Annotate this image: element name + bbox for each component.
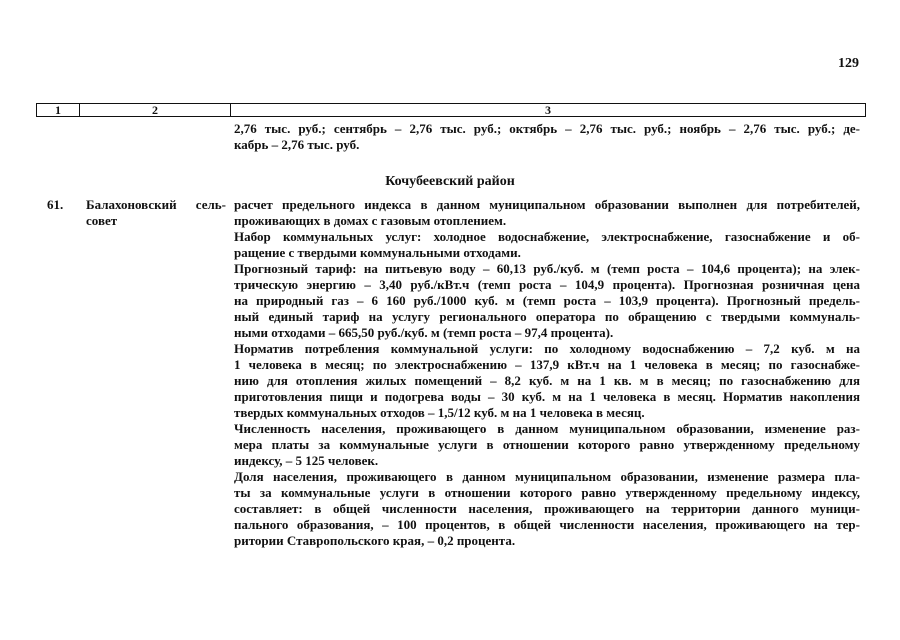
text-line: кабрь – 2,76 тыс. руб. <box>234 137 360 152</box>
text-line: трическую энергию – 3,40 руб./кВт.ч (темп роста – 104,9 процента). Прогнозная розничная цена <box>234 277 860 292</box>
column-header-3: 3 <box>231 104 866 117</box>
text-line: Численность населения, проживающего в данном муниципальном образовании, изменение раз- <box>234 421 860 436</box>
text-line: приготовления пищи и подогрева воды – 30 куб. м на 1 человека в месяц. Норматив накопления <box>234 389 860 404</box>
settlement-line: Балахоновский сель- <box>86 197 226 212</box>
text-line: твердых коммунальных отходов – 1,5/12 куб. м на 1 человека в месяц. <box>234 405 645 420</box>
text-line: 1 человека в месяц; по электроснабжению – 137,9 кВт.ч на 1 человека в месяц; по газоснабже- <box>234 357 860 372</box>
text-line: Набор коммунальных услуг: холодное водоснабжение, электроснабжение, газоснабжение и об- <box>234 229 860 244</box>
text-line: ритории Ставропольского края, – 0,2 процента. <box>234 533 516 548</box>
entry-description <box>234 197 860 549</box>
text-line: 2,76 тыс. руб.; сентябрь – 2,76 тыс. руб.; октябрь – 2,76 тыс. руб.; ноябрь – 2,76 тыс. руб.; де- <box>234 121 860 136</box>
entry-number: 61. <box>47 197 64 212</box>
column-header-2: 2 <box>80 104 231 117</box>
text-line: ными отходами – 665,50 руб./куб. м (темп роста – 97,4 процента). <box>234 325 614 340</box>
settlement-name <box>86 197 226 229</box>
continuation-text <box>234 121 860 153</box>
settlement-line: совет <box>86 213 118 228</box>
text-line: на природный газ – 6 160 руб./1000 куб. м (темп роста – 103,9 процента). Прогнозный предель- <box>234 293 860 308</box>
text-line: ращение с твердыми коммунальными отходами. <box>234 245 521 260</box>
column-header-1: 1 <box>37 104 80 117</box>
text-line: проживающих в домах с газовым отоплением. <box>234 213 507 228</box>
text-line: мера платы за коммунальные услуги в отношении которого равно утвержденному предельному <box>234 437 860 452</box>
text-line: нию для отопления жилых помещений – 8,2 куб. м на 1 кв. м в месяц; по газоснабжению для <box>234 373 860 388</box>
text-line: ты за коммунальные услуги в отношении которого равно утвержденному предельному индексу, <box>234 485 860 500</box>
text-line: Норматив потребления коммунальной услуги: по холодному водоснабжению – 7,2 куб. м на <box>234 341 860 356</box>
text-line: составляет: в общей численности населения, проживающего на территории данного муници- <box>234 501 860 516</box>
text-line: индексу, – 5 125 человек. <box>234 453 379 468</box>
text-line: пального образования, – 100 процентов, в общей численности населения, проживающего на тер- <box>234 517 860 532</box>
column-header-table <box>36 103 866 117</box>
page-number: 129 <box>838 56 859 71</box>
text-line: расчет предельного индекса в данном муниципальном образовании выполнен для потребителей, <box>234 197 860 212</box>
district-heading: Кочубеевский район <box>385 174 515 189</box>
text-line: Доля населения, проживающего в данном муниципальном образовании, изменение размера пла- <box>234 469 860 484</box>
text-line: Прогнозный тариф: на питьевую воду – 60,13 руб./куб. м (темп роста – 104,6 процента); на элек- <box>234 261 860 276</box>
text-line: ный единый тариф на услугу регионального оператора по обращению с твердыми коммуналь- <box>234 309 860 324</box>
